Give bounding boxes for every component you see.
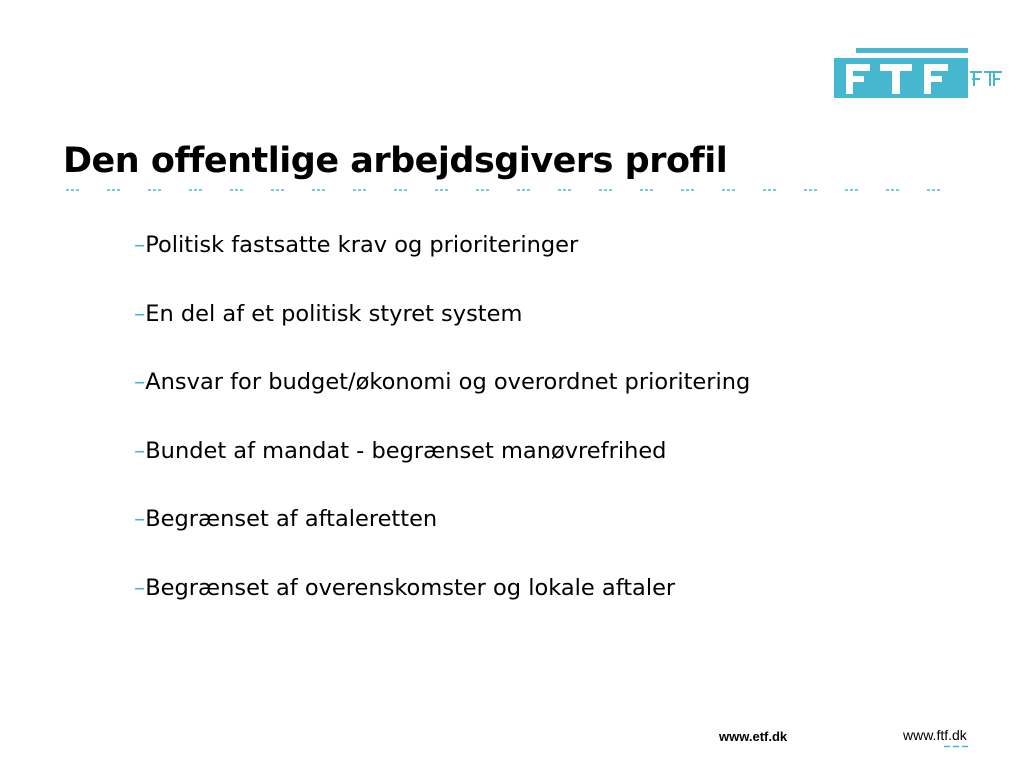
footer-ftf-link[interactable]: www.ftf.dk: [903, 727, 967, 743]
bullet-list: [134, 228, 750, 639]
bullet-dash: –: [134, 369, 146, 395]
bullet-dash: –: [134, 232, 146, 258]
slide-title: Den offentlige arbejdsgivers profil: [63, 141, 728, 181]
footer-etf-link[interactable]: www.etf.dk: [719, 729, 788, 744]
bullet-text: Begrænset af overenskomster og lokale aftaler: [145, 574, 676, 601]
bullet-text: Bundet af mandat - begrænset manøvrefrihed: [145, 437, 667, 464]
bullet-item: [134, 502, 750, 571]
ftf-logo: [834, 48, 1004, 100]
bullet-text: Politisk fastsatte krav og prioriteringer: [145, 232, 579, 258]
bullet-item: [134, 434, 750, 503]
bullet-dash: –: [134, 437, 146, 464]
bullet-dash: –: [134, 574, 146, 601]
ftf-logo-mark: [834, 48, 1004, 100]
bullet-item: [134, 228, 750, 297]
title-underline-dashes: [66, 188, 946, 192]
bullet-item: [134, 365, 750, 434]
bullet-dash: –: [134, 506, 146, 532]
footer-underline-dashes: [944, 745, 970, 748]
bullet-item: [134, 571, 750, 640]
bullet-text: En del af et politisk styret system: [145, 300, 523, 327]
bullet-item: [134, 297, 750, 366]
bullet-dash: –: [134, 300, 146, 327]
bullet-text: Begrænset af aftaleretten: [145, 506, 438, 532]
bullet-text: Ansvar for budget/økonomi og overordnet prioritering: [145, 369, 751, 395]
